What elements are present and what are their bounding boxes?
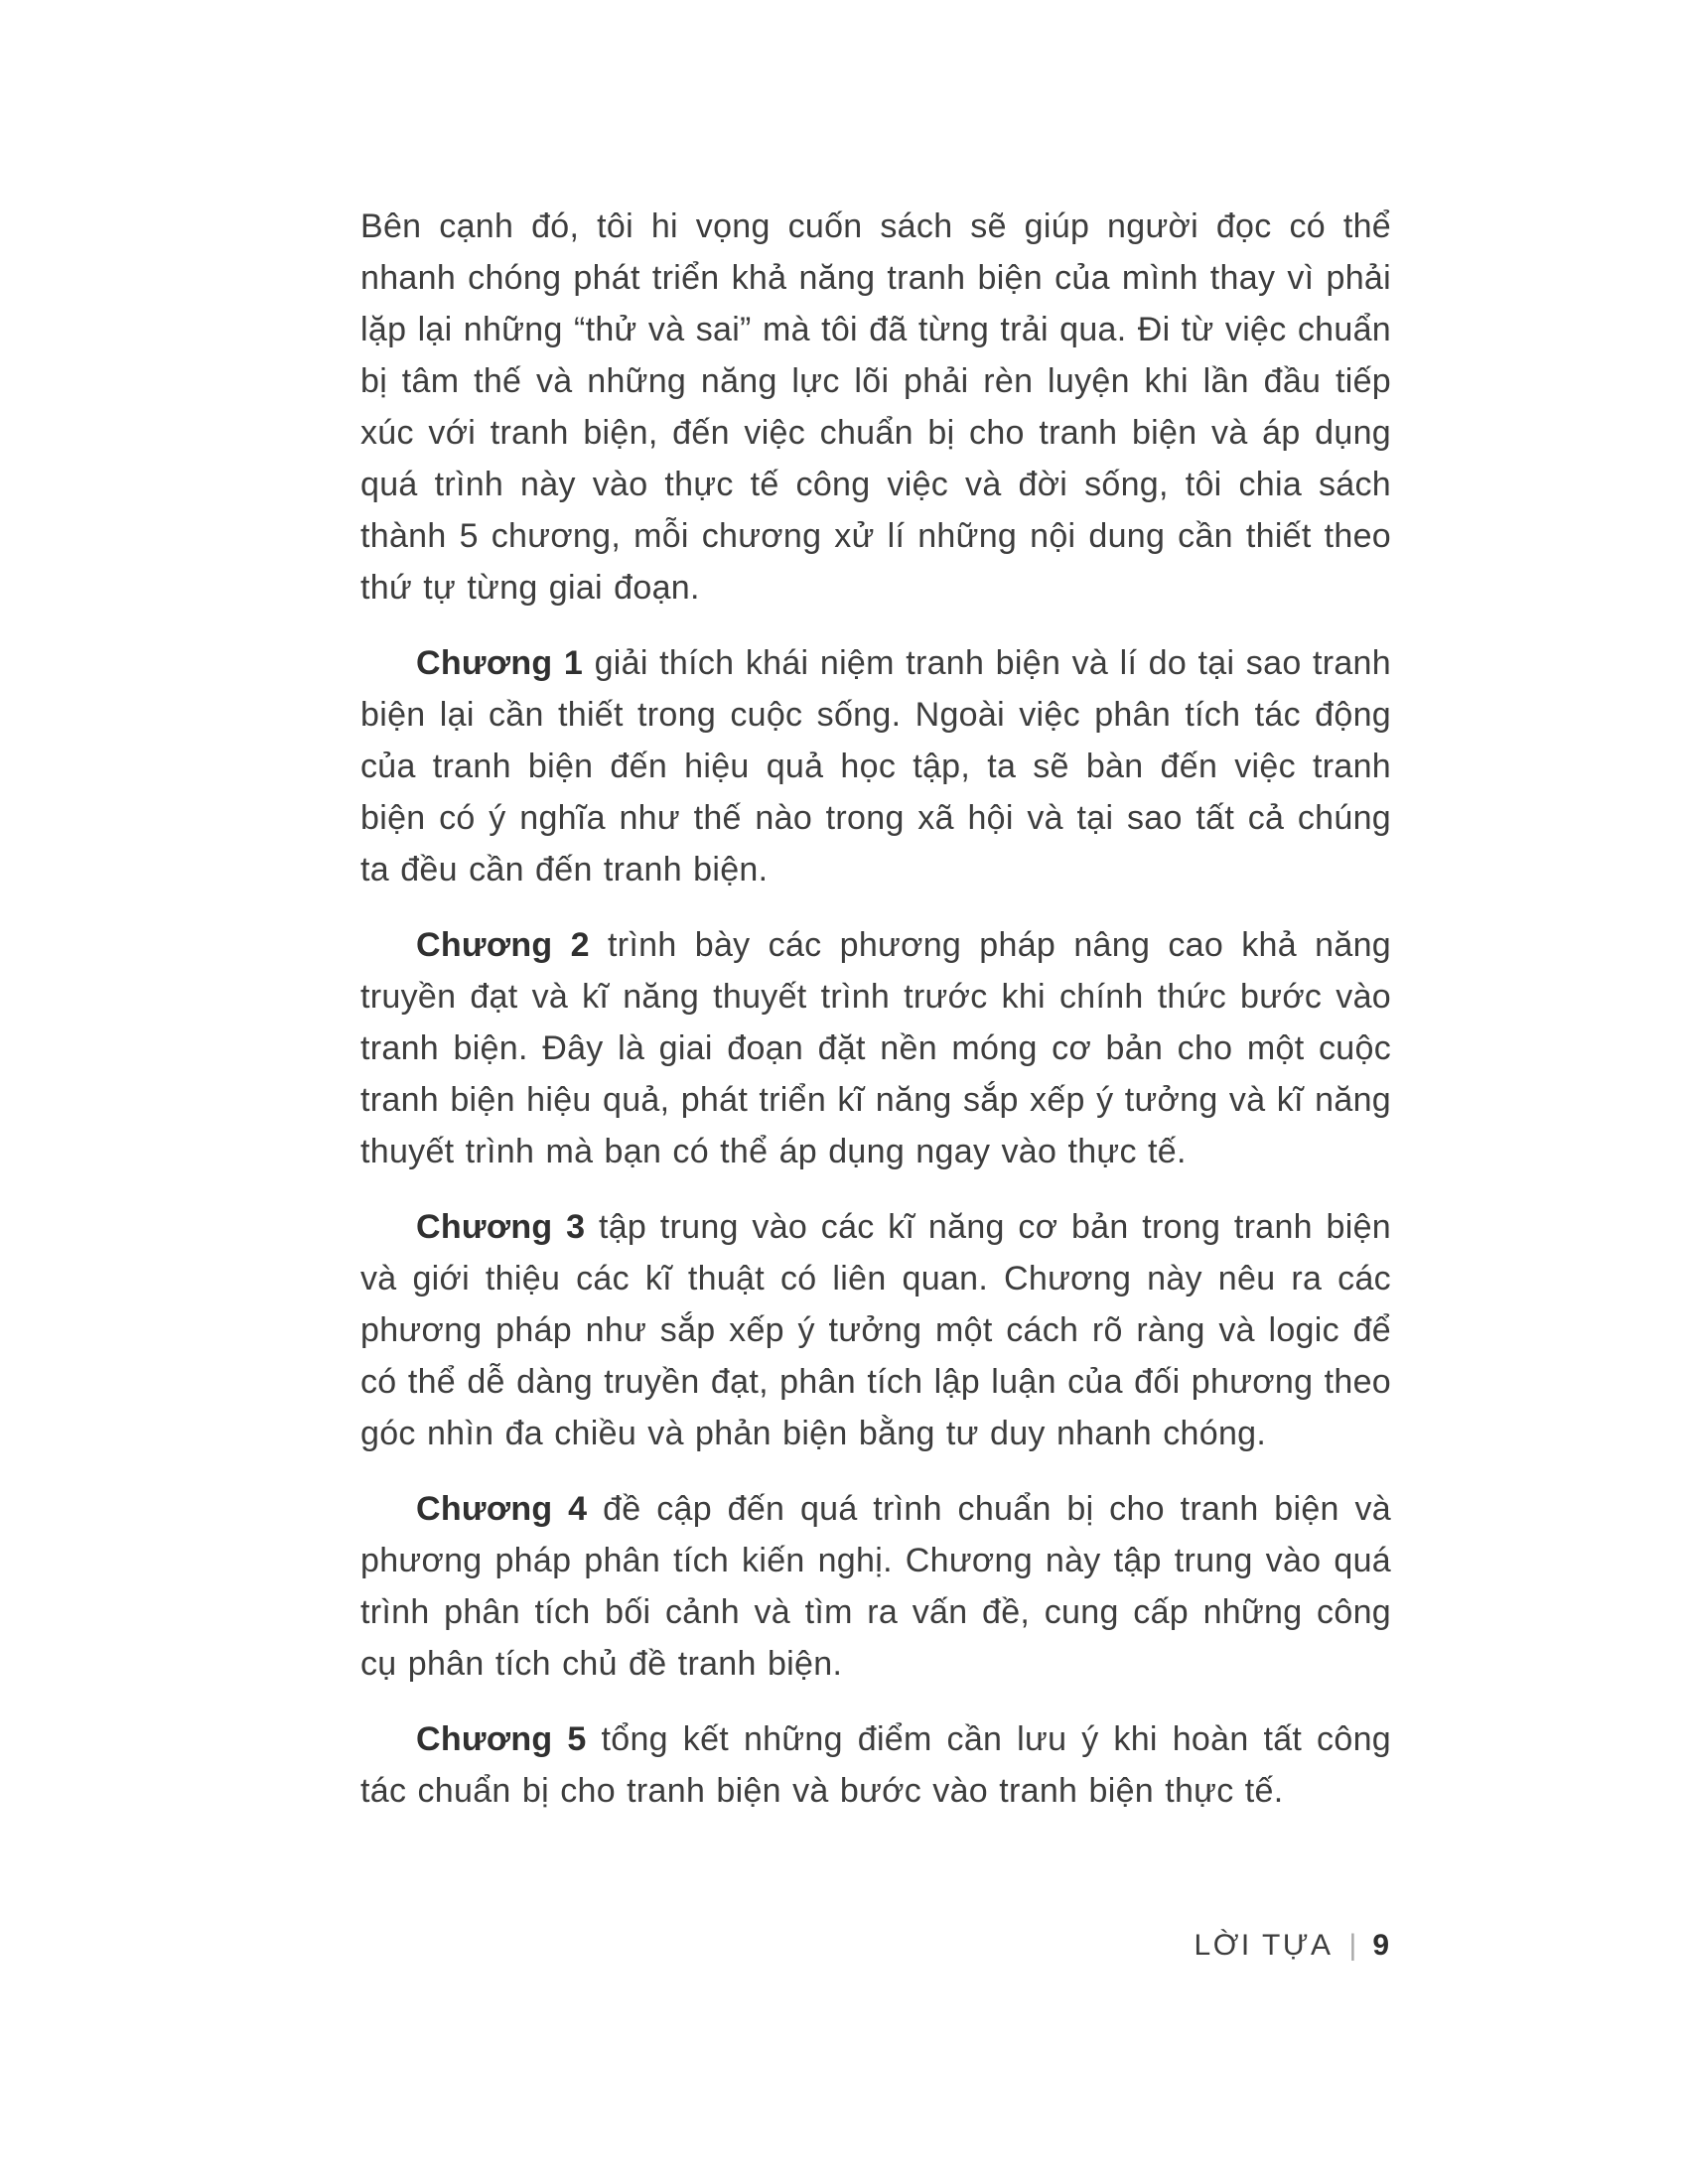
footer-page-number: 9 [1372, 1929, 1389, 1962]
chapter-3-paragraph [360, 1201, 1391, 1459]
chapter-2-text: trình bày các phương pháp nâng cao khả năng truyền đạt và kĩ năng thuyết trình trước khi chính thức bước vào tranh biện. Đây là giai đoạn đặt nền móng cơ bản cho một cuộc tranh biện hiệu quả, phát triển kĩ năng sắp xếp ý tưởng và kĩ năng thuyết trình mà bạn có thể áp dụng ngay vào thực tế. [360, 926, 1391, 1170]
chapter-4-paragraph [360, 1483, 1391, 1690]
chapter-3-label: Chương 3 [416, 1208, 586, 1246]
chapter-1-label: Chương 1 [416, 644, 584, 682]
intro-paragraph [360, 201, 1391, 614]
chapter-5-text: tổng kết những điểm cần lưu ý khi hoàn tất công tác chuẩn bị cho tranh biện và bước vào tranh biện thực tế. [360, 1720, 1391, 1810]
chapter-1-paragraph [360, 637, 1391, 895]
chapter-3-text: tập trung vào các kĩ năng cơ bản trong tranh biện và giới thiệu các kĩ thuật có liên quan. Chương này nêu ra các phương pháp như sắp xếp ý tưởng một cách rõ ràng và logic để có thể dễ dàng truyền đạt, phân tích lập luận của đối phương theo góc nhìn đa chiều và phản biện bằng tư duy nhanh chóng. [360, 1208, 1391, 1452]
chapter-5-paragraph [360, 1713, 1391, 1817]
chapter-2-label: Chương 2 [416, 926, 590, 964]
chapter-1-text: giải thích khái niệm tranh biện và lí do tại sao tranh biện lại cần thiết trong cuộc sống. Ngoài việc phân tích tác động của tranh biện đến hiệu quả học tập, ta sẽ bàn đến việc tranh biện có ý nghĩa như thế nào trong xã hội và tại sao tất cả chúng ta đều cần đến tranh biện. [360, 644, 1391, 888]
preface-text-block [360, 201, 1391, 1841]
footer-section-title: LỜI TỰA [1194, 1929, 1334, 1962]
chapter-5-label: Chương 5 [416, 1720, 587, 1758]
chapter-4-label: Chương 4 [416, 1490, 588, 1528]
footer-separator: | [1348, 1929, 1357, 1962]
chapter-4-text: đề cập đến quá trình chuẩn bị cho tranh biện và phương pháp phân tích kiến nghị. Chương này tập trung vào quá trình phân tích bối cảnh và tìm ra vấn đề, cung cấp những công cụ phân tích chủ đề tranh biện. [360, 1490, 1391, 1683]
chapter-2-paragraph [360, 919, 1391, 1177]
page-footer [1195, 1928, 1389, 1964]
intro-paragraph-text: Bên cạnh đó, tôi hi vọng cuốn sách sẽ giúp người đọc có thể nhanh chóng phát triển khả năng tranh biện của mình thay vì phải lặp lại những “thử và sai” mà tôi đã từng trải qua. Đi từ việc chuẩn bị tâm thế và những năng lực lõi phải rèn luyện khi lần đầu tiếp xúc với tranh biện, đến việc chuẩn bị cho tranh biện và áp dụng quá trình này vào thực tế công việc và đời sống, tôi chia sách thành 5 chương, mỗi chương xử lí những nội dung cần thiết theo thứ tự từng giai đoạn. [360, 207, 1391, 607]
